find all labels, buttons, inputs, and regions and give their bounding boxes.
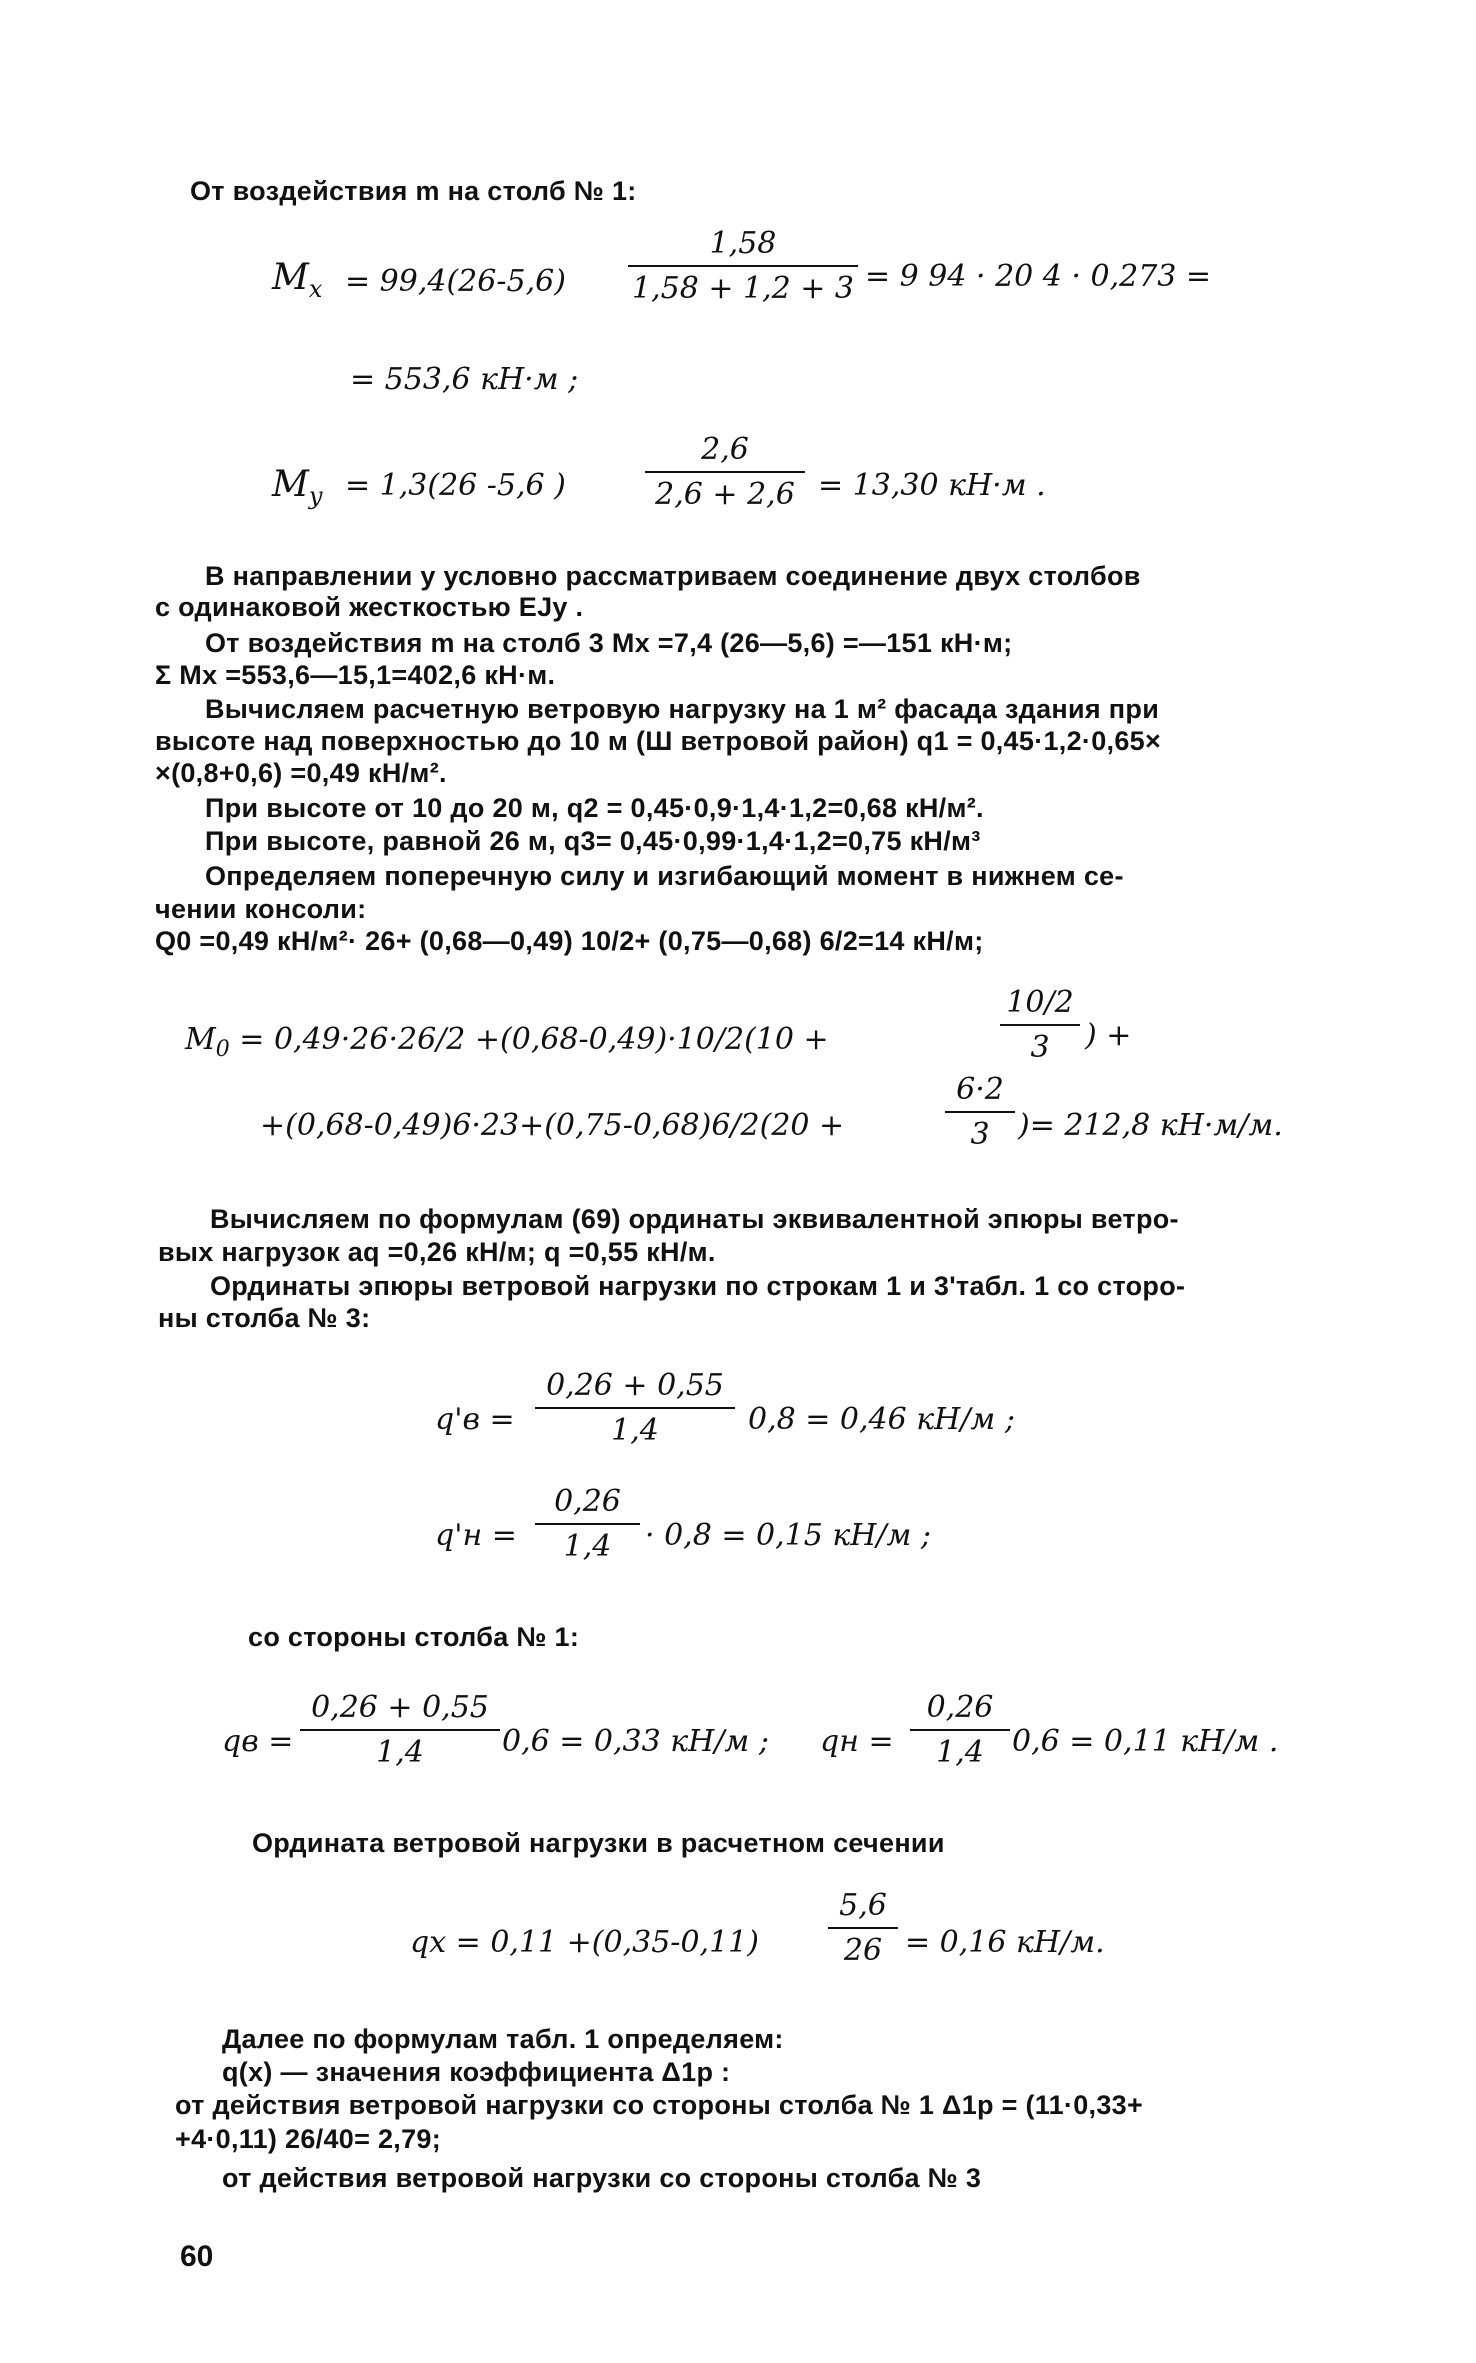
formula-mx-fraction: $\frac{1,58}{1,58 + 1,2 + 3}$ <box>628 226 858 306</box>
formula-qh2-fraction: $\frac{0,26}{1,4}$ <box>910 1690 1010 1770</box>
formula-qx-fraction: $\frac{5,6}{26}$ <box>828 1888 898 1968</box>
text-line: со стороны столба № 1: <box>248 1622 580 1652</box>
text-line: +4·0,11) 26/40= 2,79; <box>175 2124 442 2154</box>
text-line: При высоте, равной 26 м, q3= 0,45·0,99·1,4·1,2=0,75 кН/м³ <box>205 826 981 856</box>
page-number: 60 <box>180 2240 214 2273</box>
formula-m0-fraction1: $\frac{10/2}{3}$ <box>1000 985 1080 1065</box>
text-line: от действия ветровой нагрузки со стороны столба № 3 <box>222 2163 982 2193</box>
text-line: q(x) — значения коэффициента Δ1p : <box>222 2057 731 2087</box>
formula-m0-line1-end: ) + <box>1085 1018 1132 1053</box>
text-line: Вычисляем расчетную ветровую нагрузку на 1 м² фасада здания при <box>205 694 1160 724</box>
formula-qx-lhs: qx = 0,11 +(0,35-0,11) <box>410 1925 759 1960</box>
formula-qh1-lhs: q'н = <box>435 1518 517 1553</box>
text-line: От воздействия m на столб № 1: <box>190 176 637 206</box>
formula-qb1-rhs: 0,8 = 0,46 кН/м ; <box>748 1402 1015 1437</box>
formula-qh2-rhs: 0,6 = 0,11 кН/м . <box>1012 1724 1279 1759</box>
formula-qb1-fraction: $\frac{0,26 + 0,55}{1,4}$ <box>535 1368 735 1448</box>
text-line: вых нагрузок aq =0,26 кН/м; q =0,55 кН/м. <box>158 1237 716 1267</box>
text-line: От воздействия m на столб 3 Mx =7,4 (26—5,6) =—151 кН·м; <box>205 628 1013 658</box>
formula-my-lhs: $M_y$ <box>272 464 323 511</box>
formula-my-expr: = 1,3(26 -5,6 ) <box>345 468 566 503</box>
formula-qb2-lhs: qв = <box>222 1724 294 1759</box>
formula-mx-rhs: = 9 94 · 20 4 · 0,273 = <box>865 259 1212 294</box>
formula-qh1-rhs: · 0,8 = 0,15 кН/м ; <box>645 1518 932 1553</box>
formula-qh2-lhs: qн = <box>820 1724 894 1759</box>
formula-mx-result: = 553,6 кН·м ; <box>350 362 579 397</box>
text-line: ×(0,8+0,6) =0,49 кН/м². <box>155 758 447 788</box>
formula-qb2-rhs: 0,6 = 0,33 кН/м ; <box>502 1724 769 1759</box>
formula-mx-lhs: $M_x$ <box>272 257 323 304</box>
formula-mx-expr: = 99,4(26-5,6) <box>345 264 566 299</box>
text-line: высоте над поверхностью до 10 м (Ш ветровой район) q1 = 0,45·1,2·0,65× <box>155 726 1162 756</box>
formula-m0-fraction2: $\frac{6\cdot 2}{3}$ <box>945 1072 1015 1152</box>
text-line: Далее по формулам табл. 1 определяем: <box>222 2024 784 2054</box>
text-line: с одинаковой жесткостью EJy . <box>155 592 584 622</box>
formula-my-rhs: = 13,30 кН·м . <box>818 468 1046 503</box>
text-line: При высоте от 10 до 20 м, q2 = 0,45·0,9·1,4·1,2=0,68 кН/м². <box>205 793 984 823</box>
formula-qb2-fraction: $\frac{0,26 + 0,55}{1,4}$ <box>300 1690 500 1770</box>
text-line: Σ Mx =553,6—15,1=402,6 кН·м. <box>155 660 556 690</box>
formula-qx-rhs: = 0,16 кН/м. <box>905 1925 1105 1960</box>
formula-my-fraction: $\frac{2,6}{2,6 + 2,6}$ <box>645 432 805 512</box>
text-line: Ординаты эпюры ветровой нагрузки по строкам 1 и 3'табл. 1 со сторо- <box>210 1271 1186 1301</box>
text-line: ны столба № 3: <box>158 1303 371 1333</box>
formula-qh1-fraction: $\frac{0,26}{1,4}$ <box>535 1484 640 1564</box>
text-line: чении консоли: <box>155 894 367 924</box>
text-line: от действия ветровой нагрузки со стороны столба № 1 Δ1p = (11·0,33+ <box>175 2090 1144 2120</box>
formula-m0-line1: $M_0 = 0,49\cdot 26\cdot 26/2 +(0,68-0,49)\cdot 10/2(10$ + <box>185 1022 829 1062</box>
text-line: Q0 =0,49 кН/м²· 26+ (0,68—0,49) 10/2+ (0,75—0,68) 6/2=14 кН/м; <box>155 926 984 956</box>
text-line: Определяем поперечную силу и изгибающий момент в нижнем се- <box>205 861 1124 891</box>
text-line: Ордината ветровой нагрузки в расчетном сечении <box>252 1828 945 1858</box>
text-line: В направлении y условно рассматриваем соединение двух столбов <box>205 561 1141 591</box>
text-line: Вычисляем по формулам (69) ординаты эквивалентной эпюры ветро- <box>210 1204 1179 1234</box>
formula-m0-line2: +(0,68-0,49)6·23+(0,75-0,68)6/2(20 + <box>260 1108 845 1143</box>
formula-qb1-lhs: q'в = <box>435 1402 515 1437</box>
formula-m0-line2-end: )= 212,8 кН·м/м. <box>1018 1108 1283 1143</box>
